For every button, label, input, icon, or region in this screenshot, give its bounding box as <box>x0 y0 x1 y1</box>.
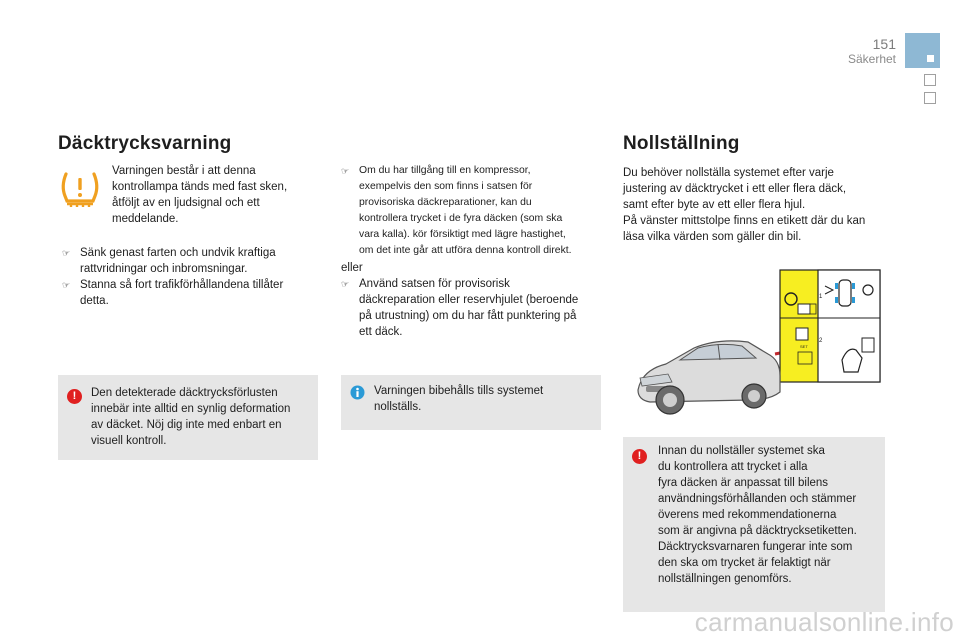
svg-text:SET: SET <box>800 344 808 349</box>
section-tab-marker <box>905 33 940 68</box>
bullet-arrow-icon: ☞ <box>62 280 71 290</box>
intro-text: Varningen består i att denna kontrollampa tänds med fast sken, åtföljt av en ljudsignal och ett meddelande. <box>112 165 288 225</box>
bullet-arrow-icon: ☞ <box>341 166 350 176</box>
list-item: ☞ Om du har tillgång till en kompressor, exempelvis den som finns i satsen för provisoriska däckreparationer, kan du kontrollera trycket i de fyra däcken (som ska vara kalla). kör försiktigt med lägre hastighet, om det inte går att utföra denna kontroll direkt. <box>341 163 606 259</box>
info-box-warning-kept: Varningen bibehålls tills systemet nollställs. <box>341 375 601 430</box>
car-label-illustration <box>630 268 885 438</box>
middle-text <box>341 163 606 259</box>
section-heading-reset: Nollställning <box>623 133 740 154</box>
tab-placeholder-square <box>924 92 936 104</box>
warning-box-before-reset: ! Innan du nollställer systemet ska du kontrollera att trycket i alla fyra däcken är anpassat till bilens användningsförhållanden och stämmer överens med rekommendationerna som är angivna på däcktrycksetiketten. Däcktrycksvarnaren fungerar inte som den ska om trycket är felaktigt när nollställningen genomförs. <box>623 437 885 612</box>
or-text: eller <box>341 262 363 274</box>
reset-paragraph: Du behöver nollställa systemet efter varje justering av däcktrycket i ett eller flera däck, samt efter byte av ett eller flera hjul. På vänster mittstolpe finns en etikett där du kan läsa vilka värden som gäller din bil. <box>623 167 866 243</box>
warning-exclamation-icon: ! <box>67 389 82 404</box>
svg-text:2: 2 <box>819 338 823 344</box>
warning-box-deformation: ! Den detekterade däcktrycksförlusten innebär inte alltid en synlig deformation av däcket. Nöj dig inte med enbart en visuell kontroll. <box>58 375 318 460</box>
list-item: ☞ Stanna så fort trafikförhållandena tillåter detta. <box>62 279 284 307</box>
section-heading-tire-warning: Däcktrycksvarning <box>58 133 232 154</box>
left-bullet-list <box>62 245 312 309</box>
warning-exclamation-icon: ! <box>632 449 647 464</box>
list-item: ☞ Använd satsen för provisorisk däckreparation eller reservhjulet (beroende på utrustning) om du har fått punktering på ett däck. <box>341 278 579 338</box>
info-icon <box>350 385 365 400</box>
bullet-arrow-icon: ☞ <box>341 279 350 289</box>
svg-text:1: 1 <box>819 294 823 300</box>
page-number: 151 <box>872 36 896 52</box>
list-item: ☞ Sänk genast farten och undvik kraftiga rattvridningar och inbromsningar. <box>62 247 276 275</box>
middle-bullet-2 <box>341 276 606 340</box>
tire-pressure-warning-icon <box>58 168 102 208</box>
tab-placeholder-square <box>924 74 936 86</box>
section-title: Säkerhet <box>847 52 896 66</box>
watermark: carmanualsonline.info <box>694 607 954 637</box>
bullet-arrow-icon: ☞ <box>62 248 71 258</box>
